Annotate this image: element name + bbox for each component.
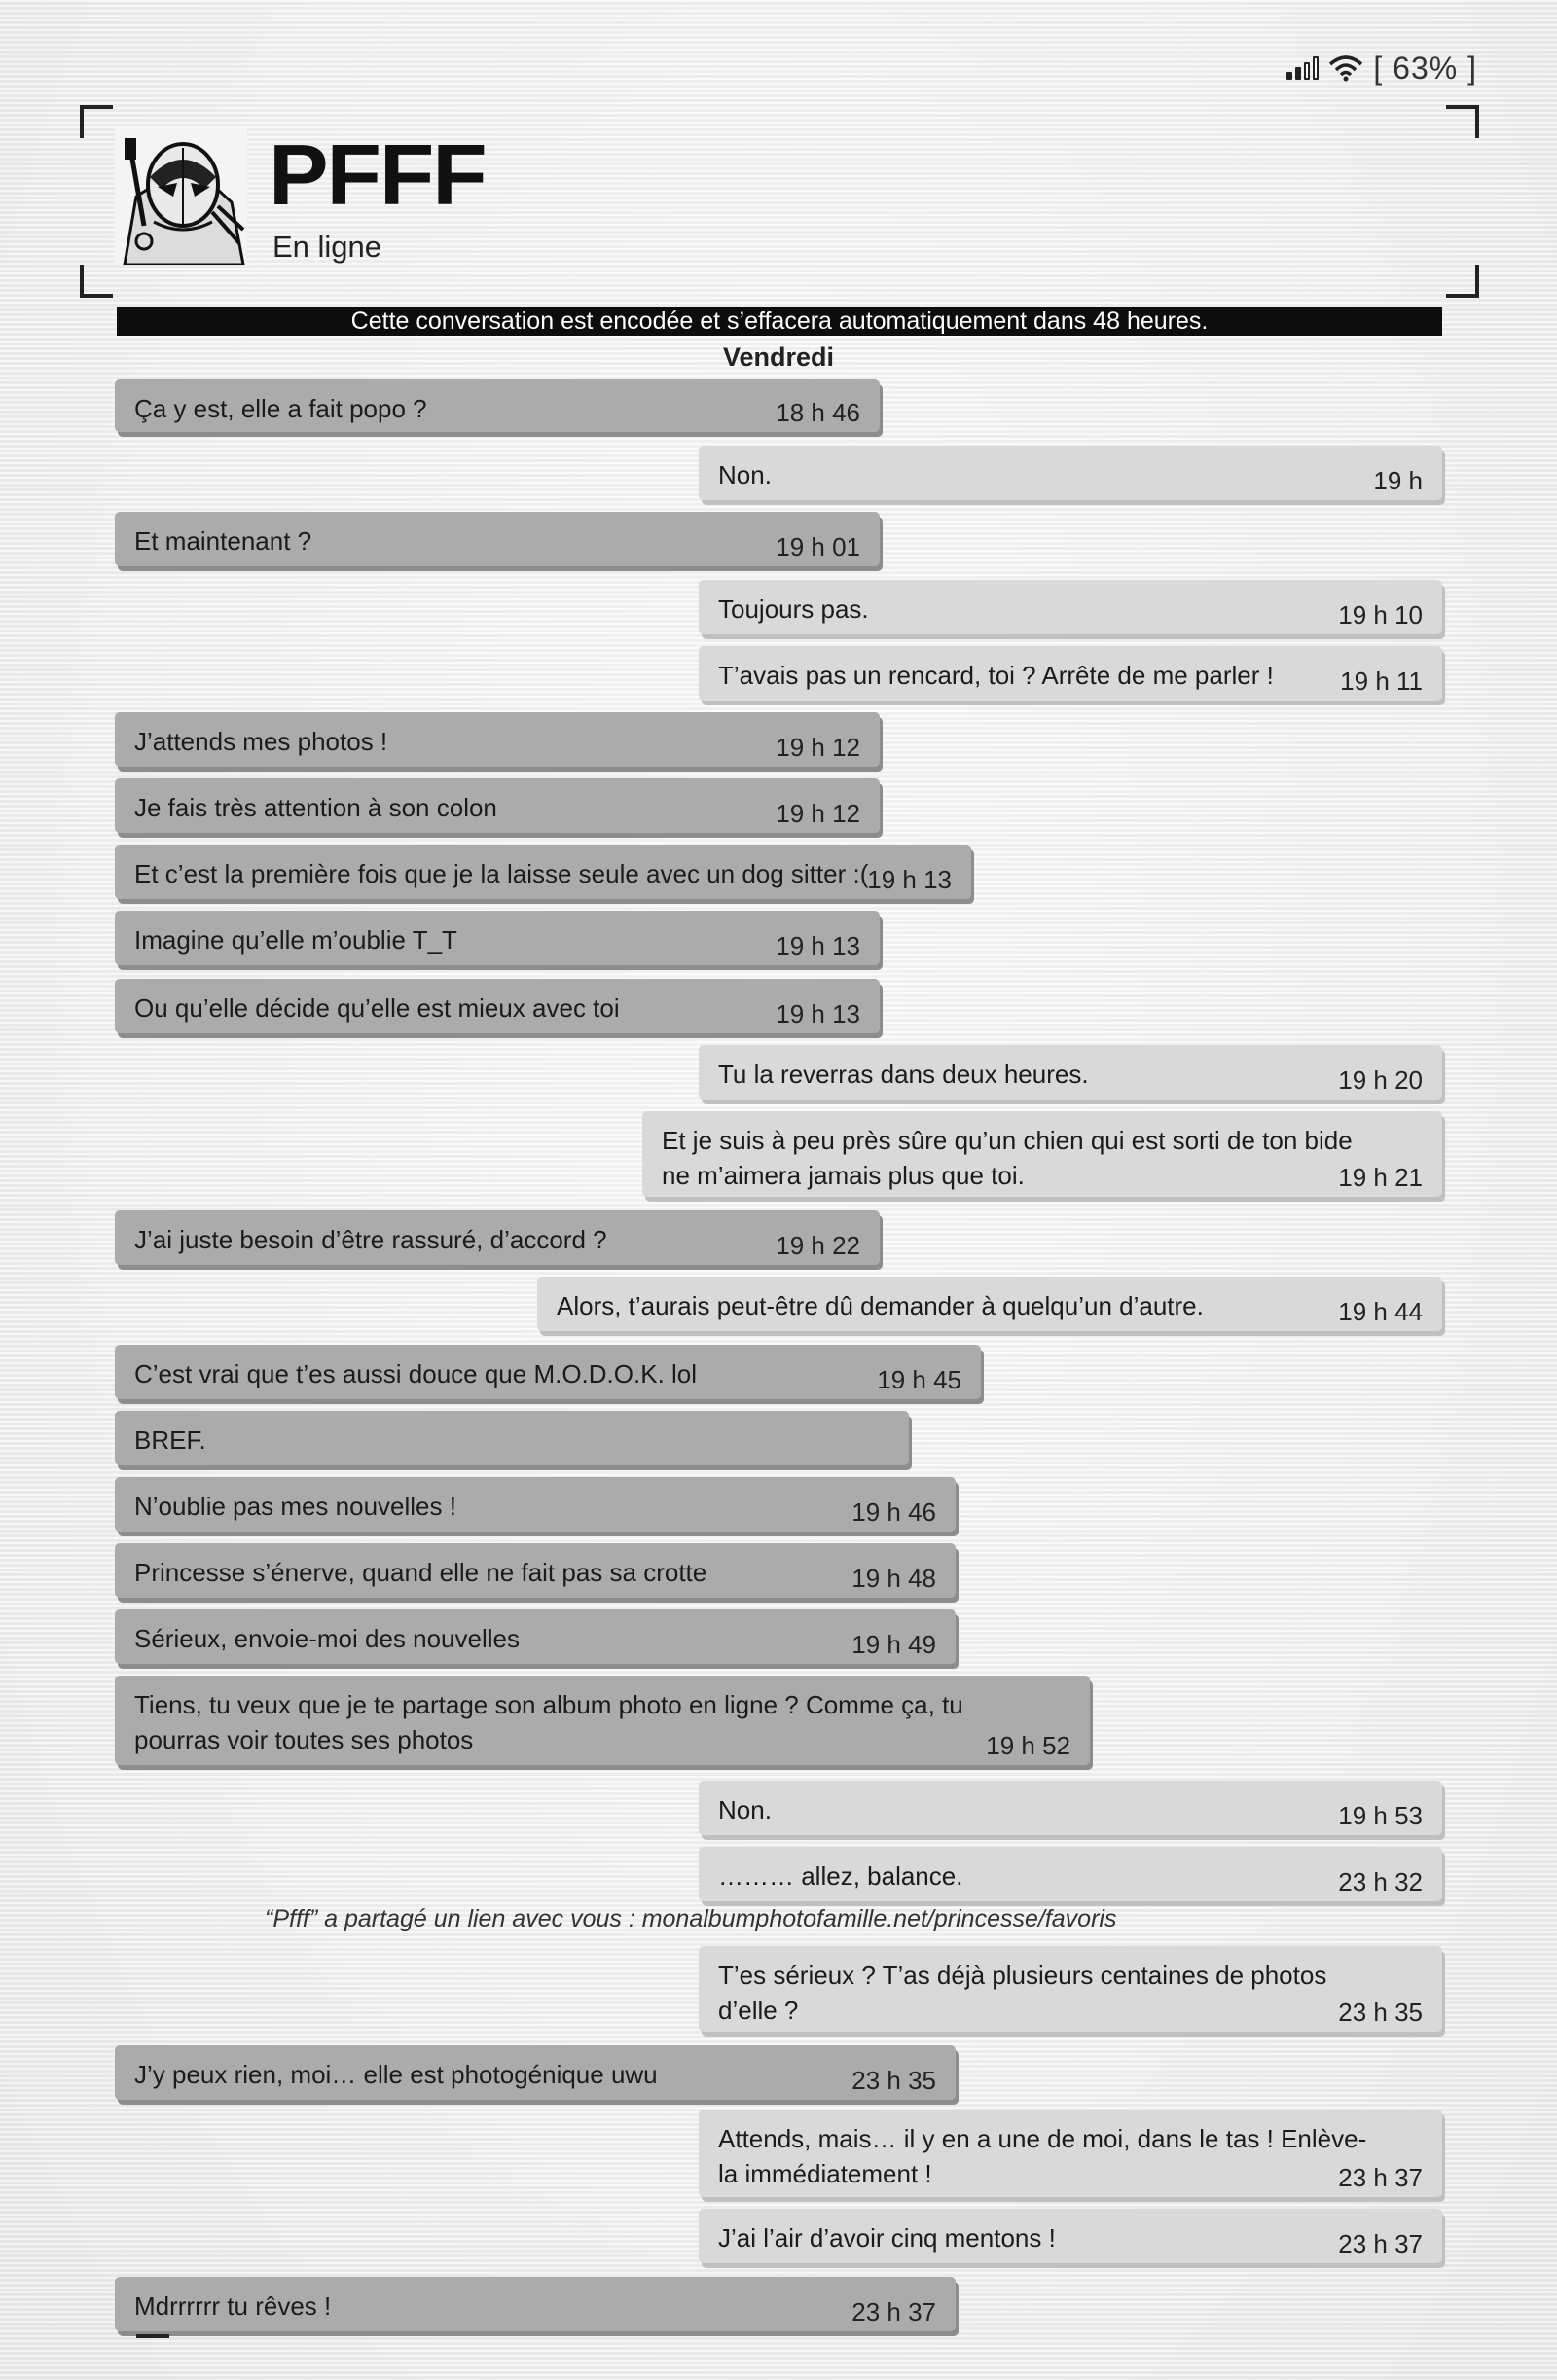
message-text: Je fais très attention à son colon	[134, 793, 497, 822]
message-incoming[interactable]	[115, 2277, 956, 2331]
message-outgoing[interactable]	[537, 1277, 1442, 1331]
message-outgoing[interactable]	[699, 446, 1442, 500]
message-text: ……… allez, balance.	[718, 1861, 963, 1891]
message-text: J’y peux rien, moi… elle est photogénique uwu	[134, 2060, 658, 2089]
message-time: 19 h 12	[776, 733, 860, 762]
message-time: 23 h 35	[1338, 1998, 1423, 2027]
message-text: C’est vrai que t’es aussi douce que M.O.D.O.K. lol	[134, 1359, 698, 1388]
message-text: Alors, t’aurais peut-être dû demander à quelqu’un d’autre.	[557, 1291, 1204, 1320]
message-time: 19 h 01	[776, 532, 860, 561]
message-time: 19 h 21	[1338, 1163, 1423, 1192]
message-text: BREF.	[134, 1425, 206, 1455]
message-outgoing[interactable]	[699, 2110, 1442, 2197]
wifi-icon	[1328, 54, 1363, 82]
message-incoming[interactable]	[115, 778, 880, 833]
message-text: Tiens, tu veux que je te partage son album photo en ligne ? Comme ça, tu pourras voir toutes ses photos	[134, 1690, 963, 1754]
day-separator: Vendredi	[722, 343, 835, 372]
message-text: J’attends mes photos !	[134, 727, 388, 756]
message-outgoing[interactable]	[699, 1946, 1442, 2032]
message-outgoing[interactable]	[699, 1045, 1442, 1100]
message-incoming[interactable]	[115, 379, 880, 432]
message-time: 23 h 32	[1338, 1867, 1423, 1896]
message-time: 19 h 11	[1340, 667, 1423, 696]
message-text: Et c’est la première fois que je la laisse seule avec un dog sitter :(	[134, 859, 869, 888]
message-text: J’ai juste besoin d’être rassuré, d’accord ?	[134, 1225, 607, 1254]
bottom-dash	[136, 2334, 169, 2338]
message-incoming[interactable]	[115, 1210, 880, 1265]
message-incoming[interactable]	[115, 1477, 956, 1532]
shared-link-note[interactable]: “Pfff” a partagé un lien avec vous : monalbumphotofamille.net/princesse/favoris	[265, 1905, 1117, 1932]
message-outgoing[interactable]	[699, 1781, 1442, 1835]
message-incoming[interactable]	[115, 712, 880, 767]
message-time: 19 h 20	[1338, 1065, 1423, 1095]
contact-name: PFFF	[269, 126, 486, 223]
message-time: 18 h 46	[776, 398, 860, 427]
message-time: 23 h 37	[851, 2297, 936, 2326]
avatar[interactable]	[115, 128, 247, 265]
message-text: Non.	[718, 460, 772, 489]
frame-corner-icon	[80, 105, 113, 138]
message-incoming[interactable]	[115, 2045, 956, 2100]
message-text: Sérieux, envoie-moi des nouvelles	[134, 1624, 520, 1653]
message-text: Et maintenant ?	[134, 526, 312, 556]
message-text: Attends, mais… il y en a une de moi, dans le tas ! Enlève-la immédiatement !	[718, 2124, 1367, 2188]
signal-icon	[1286, 56, 1319, 80]
message-time: 23 h 35	[851, 2066, 936, 2095]
message-time: 19 h 13	[867, 865, 952, 894]
message-text: Non.	[718, 1795, 772, 1824]
message-incoming[interactable]	[115, 1543, 956, 1598]
message-incoming[interactable]	[115, 512, 880, 566]
message-outgoing[interactable]	[699, 580, 1442, 634]
message-outgoing[interactable]	[699, 646, 1442, 701]
message-time: 19 h 45	[877, 1365, 961, 1394]
message-time: 19 h 13	[776, 931, 860, 960]
message-text: Ou qu’elle décide qu’elle est mieux avec toi	[134, 993, 620, 1023]
message-time: 19 h 48	[851, 1564, 936, 1593]
message-text: T’es sérieux ? T’as déjà plusieurs centaines de photos d’elle ?	[718, 1961, 1327, 2025]
message-text: T’avais pas un rencard, toi ? Arrête de me parler !	[718, 661, 1274, 690]
message-incoming[interactable]	[115, 845, 971, 899]
message-incoming[interactable]	[115, 911, 880, 965]
message-incoming[interactable]	[115, 1676, 1090, 1765]
message-time: 19 h 13	[776, 999, 860, 1028]
message-incoming[interactable]	[115, 979, 880, 1033]
message-outgoing[interactable]	[642, 1111, 1442, 1197]
frame-corner-icon	[80, 265, 113, 298]
message-time: 23 h 37	[1338, 2163, 1423, 2192]
message-text: Et je suis à peu près sûre qu’un chien qui est sorti de ton bide ne m’aimera jamais plus que toi.	[662, 1126, 1353, 1190]
message-time: 19 h 49	[851, 1630, 936, 1659]
message-time: 19 h 46	[851, 1497, 936, 1527]
message-time: 19 h 10	[1338, 600, 1423, 630]
status-bar	[1286, 49, 1477, 88]
message-time: 19 h 12	[776, 799, 860, 828]
message-time: 19 h	[1373, 466, 1423, 495]
message-incoming[interactable]	[115, 1609, 956, 1664]
message-time: 19 h 22	[776, 1231, 860, 1260]
frame-corner-icon	[1446, 265, 1479, 298]
message-outgoing[interactable]	[699, 1847, 1442, 1901]
message-text: Ça y est, elle a fait popo ?	[134, 394, 427, 423]
message-outgoing[interactable]	[699, 2209, 1442, 2263]
frame-corner-icon	[1446, 105, 1479, 138]
message-text: Tu la reverras dans deux heures.	[718, 1060, 1089, 1089]
encryption-banner: Cette conversation est encodée et s’effacera automatiquement dans 48 heures.	[117, 307, 1442, 336]
message-time: 19 h 53	[1338, 1801, 1423, 1830]
message-text: Princesse s’énerve, quand elle ne fait pas sa crotte	[134, 1558, 707, 1587]
message-text: Mdrrrrrr tu rêves !	[134, 2291, 332, 2321]
message-text: Toujours pas.	[718, 595, 869, 624]
message-time: 19 h 44	[1338, 1297, 1423, 1326]
message-time: 23 h 37	[1338, 2229, 1423, 2258]
message-text: Imagine qu’elle m’oublie T_T	[134, 925, 457, 955]
message-text: J’ai l’air d’avoir cinq mentons !	[718, 2223, 1056, 2253]
contact-status: En ligne	[272, 230, 382, 264]
message-text: N’oublie pas mes nouvelles !	[134, 1492, 456, 1521]
message-incoming[interactable]	[115, 1411, 909, 1465]
battery-text: [ 63% ]	[1373, 50, 1477, 86]
message-time: 19 h 52	[986, 1731, 1070, 1760]
message-incoming[interactable]	[115, 1345, 981, 1399]
